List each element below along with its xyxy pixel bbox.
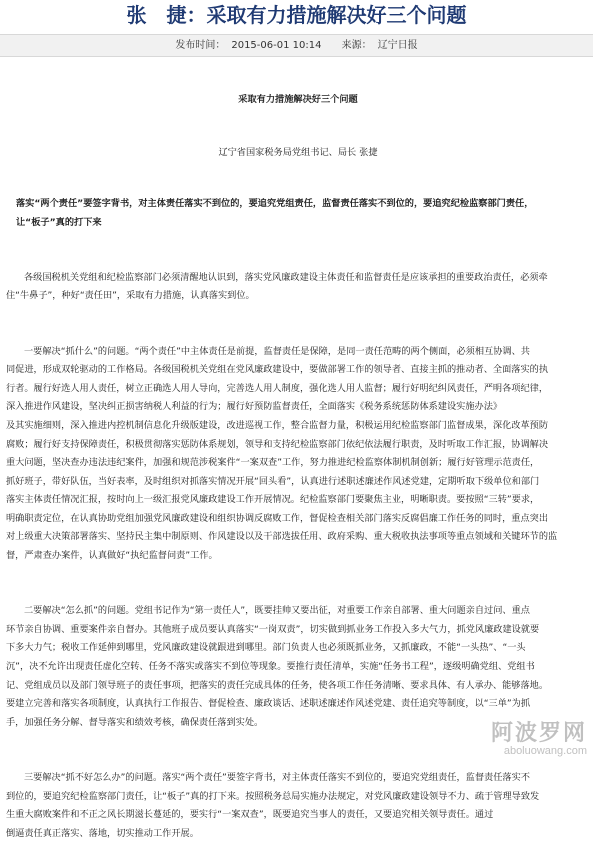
paragraph-1: 各级国税机关党组和纪检监察部门必须清醒地认识到，落实党风廉政建设主体责任和监督责任是应该承担的重要政治责任，必须牵 住“牛鼻子”，种好“责任田”，采取有力措施，认真落实到位。 xyxy=(6,271,548,302)
watermark-logo-text: 阿波罗网 xyxy=(490,720,587,745)
article-title: 采取有力措施解决好三个问题 xyxy=(238,93,358,105)
source-name[interactable]: 辽宁日报 xyxy=(377,40,418,51)
article-lead: 落实“两个责任”要签字背书，对主体责任落实不到位的，要追究党组责任，监督责任落实不到位的，要追究纪检监察部门责任， 让“板子”真的打下来 xyxy=(16,197,534,228)
paragraph-3: 二要解决“怎么抓”的问题。党组书记作为“第一责任人”，既要挂帅又要出征，对重要工作亲自部署、重大问题亲自过问、重点 环节亲自协调、重要案件亲自督办。其他班子成员要认真落实“一岗双责”，切实做到抓业务工作投入多大气力，抓党风廉政建设就要 下多大力气；税收工作延伸到哪里，党风廉政建设就跟进到哪里。部门负责人也必须既抓业务，又抓廉政，不能“一头热”、“一头 沉”，决不允许出现责任虚化空转、任务不落实或落实不到位等现象。要推行责任清单，实施“任务书工程”，逐级明确党组、党组书 记、党组成员以及部门领导班子的责任事项，把落实的责任完成具体的任务，使各项工作任务清晰、要求具体、有人承办、能够落地。 要建立完善和落实各项制度，认真执行工作报告、督促检查、廉政谈话、述职述廉述作风述党建、责任追究等制度，以“三单”为抓 手，加强任务分解、督导落实和绩效考核，确保责任落到实处。 xyxy=(6,605,549,728)
paragraph-2: 一要解决“抓什么”的问题。“两个责任”中主体责任是前提，监督责任是保障，是同一责任范畴的两个侧面，必须相互协调、共 同促进，形成双轮驱动的工作格局。各级国税机关党组在党风廉政建设中，要做部署工作的领导者、直接主抓的推动者、全面落实的执 行者。履行好选人用人责任，树立正确选人用人导向，完善选人用人制度，强化选人用人监督；履行好明纪纠风责任，严明各项纪律， 深入推进作风建设，坚决纠正损害纳税人利益的行为；履行好预防监督责任，全面落实《税务系统惩防体系建设实施办法》 及其实施细则，深入推进内控机制信息化升级版建设，改进巡视工作，整合监督力量，积极运用纪检监察部门监督成果，深化改革预防 腐败；履行好支持保障责任，积极贯彻落实惩防体系规划，领导和支持纪检监察部门依纪依法履行职责，及时听取工作汇报，协调解决 重大问题，坚决查办违法违纪案件，加强和规范涉税案件“一案双查”工作，努力推进纪检监察体制机制创新；履行好管理示范责任， 抓好班子，带好队伍，当好表率，及时组织对抓落实情况开展“回头看”，认真进行述职述廉述作风述党建，定期听取下级单位和部门 落实主体责任情况汇报，按时向上一级汇报党风廉政建设工作开展情况。纪检监察部门要聚焦主业，明晰职责。要按照“三转”要求， 明确职责定位，在认真协助党组加强党风廉政建设和组织协调反腐败工作，督促检查相关部门落实反腐倡廉工作任务的同时，重点突出 对上级重大决策部署落实、坚持民主集中制原则、作风建设以及干部选拔任用、政府采购、重大税收执法事项等重点领域和关键环节的监 督，严肃查办案件，认真做好“执纪监督问责”工作。 xyxy=(6,345,558,562)
article-author: 辽宁省国家税务局党组书记、局长 张捷 xyxy=(218,146,378,158)
page-title: 张 捷：采取有力措施解决好三个问题 xyxy=(126,3,467,27)
publish-label: 发布时间： xyxy=(175,40,226,51)
publish-time: 2015-06-01 10:14 xyxy=(231,40,322,51)
source-label: 来源： xyxy=(341,40,372,51)
paragraph-4: 三要解决“抓不好怎么办”的问题。落实“两个责任”要签字背书，对主体责任落实不到位的，要追究党组责任，监督责任落实不 到位的，要追究纪检监察部门责任，让“板子”真的打下来。按照税务总局实施办法规定，对党风廉政建设领导不力、疏于管理导致发 生重大腐败案件和不正之风长期滋长蔓延的，要实行“一案双查”，既要追究当事人的责任，又要追究相关领导责任。通过 倒逼责任真正落实、落地，切实推动工作开展。 xyxy=(6,772,540,839)
article-meta xyxy=(0,34,593,57)
watermark-url: aboluowang.com xyxy=(503,745,587,757)
site-watermark xyxy=(491,721,587,758)
